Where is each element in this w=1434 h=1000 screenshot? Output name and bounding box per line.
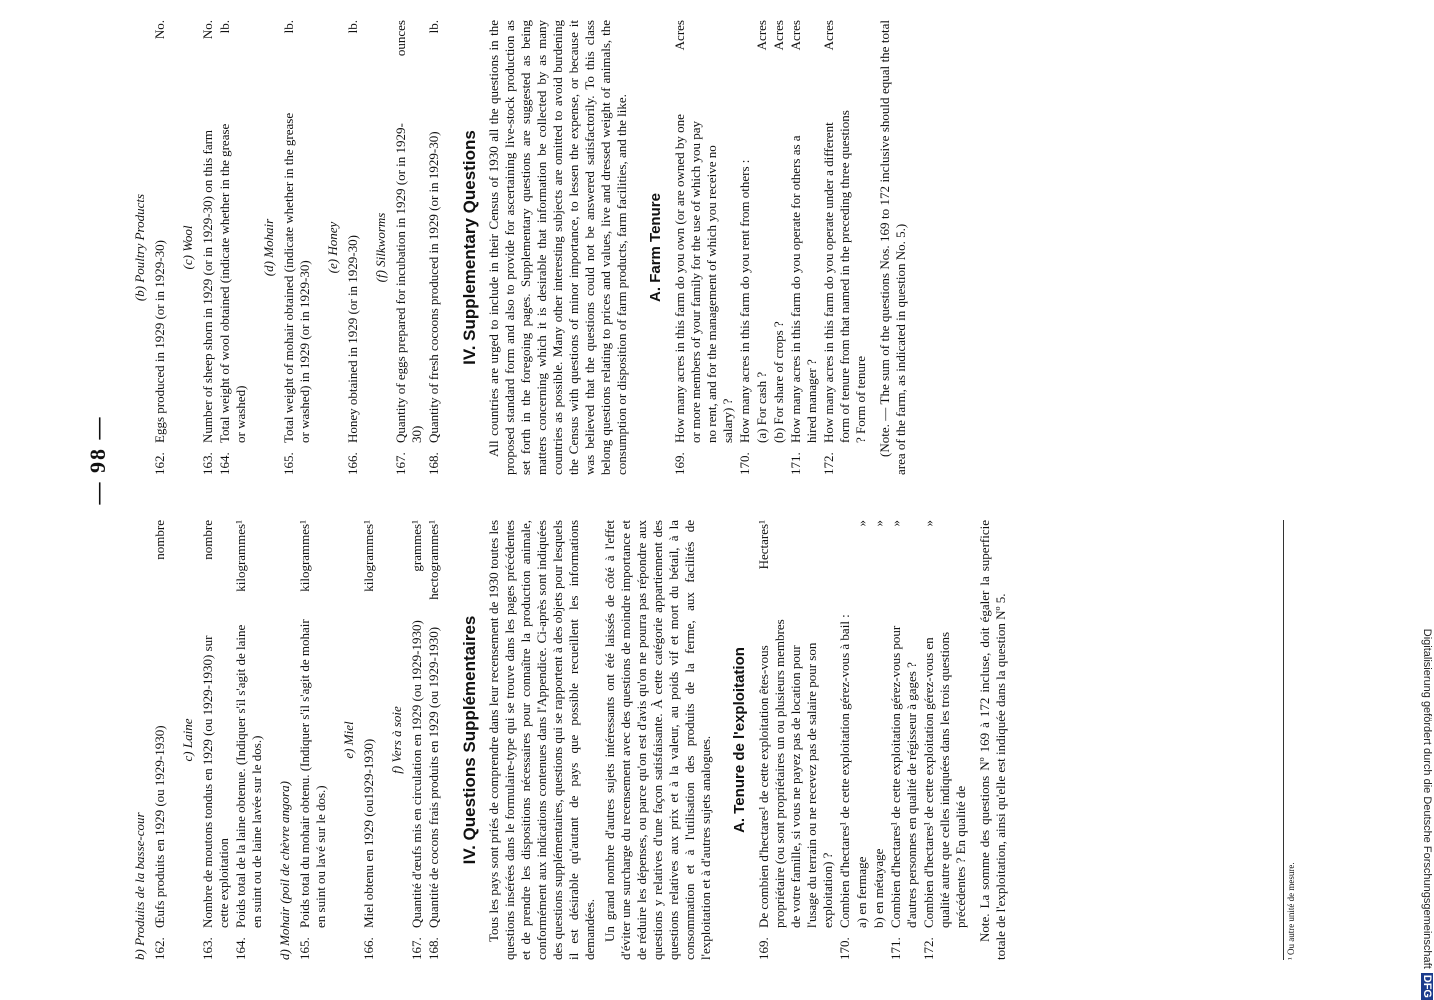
subsection-heading: A. Farm Tenure [647,193,664,302]
question-unit: nombre [152,520,167,560]
question-unit: Acres [821,20,836,51]
question-text: (a) For cash ? [754,371,769,443]
question-164-fr [233,520,265,960]
rotated-page [65,0,1305,1000]
question-165-en [281,20,313,475]
question-number: 165. [297,937,312,960]
question-text: Œufs produits en 1929 (ou 1929-1930) [152,725,167,928]
question-170a-en [754,20,770,475]
question-text: Quantity of fresh cocoons produced in 1929 (or in 1929-30) [426,131,441,443]
question-172-en [821,20,869,475]
subsection-title: (d) Mohair [261,218,276,277]
question-text: (b) For share of crops ? [771,321,786,443]
question-unit: » [854,520,869,527]
question-text: Nombre de moutons tondus en 1929 (ou 1929-1930) sur cette exploitation [200,635,231,928]
credit-text: Digitalisierung gefördert durch die Deutsche Forschungsgemeinschaft [1421,628,1433,969]
question-number: 168. [426,937,441,960]
question-unit: ounces [393,20,408,57]
question-number: 171. [888,937,903,960]
question-unit: lb. [281,20,296,34]
question-166-en [345,20,361,475]
question-text: De combien d'hectares¹ de cette exploitation êtes-vous propriétaire (ou sont propriétaires un ou plusieurs membres de votre famille, si vous ne payez pas de location pour l'usage du terrain ou ne recevez pas de salaire pour son exploitation) ? [756,619,835,928]
question-165-fr [297,520,329,960]
question-text: Quantité de cocons frais produits en 1929 (ou 1929-1930) [426,626,441,928]
paragraph: All countries are urged to include in their Census of 1930 all the questions in the proposed standard form and also to provide for ascertaining live-stock production as set forth in the foregoing pages. Supplementary questions are suggested as being matters concerning which it is desirable that information be collected by as many countries as possible. Many other interesting subjects are omitted to avoid burdening the Census with questions of minor importance, to lessen the expense, or because it was believed that the questions could not be answered satisfactorily. To this class belong questions relating to prices and values, live and dressed weight of animals, the consumption or disposition of farm products, farm facilities, and the like. [486,20,629,475]
question-172-fr [921,520,969,960]
question-text: How many acres in this farm do you own (or are owned by one or more members of your family for the use of which you pay no rent, and for the management of which you receive no salary) ? [672,114,735,443]
question-number: 167. [409,937,424,960]
question-text: How many acres in this farm do you operate under a different form of tenure from that named in the preceding three questions ? Form of tenure [821,110,868,443]
question-unit: » [888,520,903,527]
question-unit: kilogrammes¹ [361,520,376,592]
question-unit: lb. [217,20,232,34]
question-number [771,443,787,475]
sidebar-credit [1413,0,1433,1000]
question-text: Combien d'hectares¹ de cette exploitation gérez-vous pour d'autres personnes en qualité de régisseur à gages ? [888,625,919,928]
question-number: 170. [737,452,752,475]
question-167-fr [409,520,425,960]
question-unit: hectogrammes¹ [426,520,441,600]
question-unit: grammes¹ [409,520,424,572]
question-number: 162. [152,937,167,960]
question-text: Eggs produced in 1929 (or in 1929-30) [152,240,167,443]
question-text: How many acres in this farm do you rent from others : [737,159,752,443]
question-text: Total weight of mohair obtained (indicate whether in the grease or washed) in 1929 (or in 1929-30) [281,112,312,443]
question-text: Combien d'hectares¹ de cette exploitation gérez-vous à bail : [837,614,852,928]
question-number: 168. [426,452,441,475]
question-unit: Acres [788,20,803,51]
question-170-fr [837,520,853,960]
question-text: Quantité d'œufs mis en circulation en 1929 (ou 1929-1930) [409,620,424,928]
question-163-en [200,20,216,475]
question-text: Quantity of eggs prepared for incubation in 1929 (or in 1929-30) [393,123,424,443]
note: Note. La somme des questions Nº 169 à 172 incluse, doit égaler la superficie totale de l'exploitation, ainsi qu'elle est indiquée dans la question Nº 5. [977,520,1008,960]
question-unit: Acres [672,20,687,51]
question-unit: No. [200,20,215,40]
subsection-title: (b) Poultry Products [132,193,147,302]
question-text: Combien d'hectares¹ de cette exploitation gérez-vous en qualité autre que celles indiquées dans les trois questions précédentes ? En qualité de [921,631,968,928]
footnote: ¹ Ou autre unité de mesure. [1283,520,1296,960]
subsection-title: (e) Honey [325,221,340,274]
subsection-title: b) Produits de la basse-cour [132,812,147,960]
question-number [754,443,770,475]
question-number: 172. [821,452,836,475]
question-unit: No. [152,20,167,40]
question-unit: » [921,520,936,527]
question-number: 167. [393,452,408,475]
question-170b-fr [871,520,887,960]
dfg-logo: DFG [1421,974,1433,998]
question-unit: kilogrammes¹ [233,520,248,592]
question-number: 166. [361,937,376,960]
question-text: Total weight of wool obtained (indicate whether in the grease or washed) [217,123,248,443]
question-number: 163. [200,937,215,960]
question-unit: lb. [345,20,360,34]
question-number: 166. [345,452,360,475]
subsection-title: e) Miel [341,721,356,759]
question-number: 172. [921,937,936,960]
question-text: Miel obtenu en 1929 (ou1929-1930) [361,738,376,928]
subsection-heading: A. Tenure de l'exploitation [731,647,748,833]
question-167-en [393,20,425,475]
question-168-en [426,20,442,475]
question-169-fr [756,520,836,960]
paragraph: Un grand nombre d'autres sujets intéressants ont été laissés de côté à l'effet d'éviter une surcharge du recensement avec des questions de moindre importance et de réduire les dépenses, ou parce qu'on est d'avis qu'on ne pourra pas répondre aux questions y relatives d'une façon satisfaisante. À cette catégorie appartiennent des questions relatives aux prix et à la valeur, au poids vif et mort du bétail, à la consommation et à l'utilisation des produits de la ferme, aux facilités de l'exploitation et à d'autres sujets analogues. [602,520,713,960]
question-text: a) en fermage [854,856,869,928]
section-title: IV. Questions Supplémentaires [460,615,479,865]
question-unit: » [871,520,886,527]
subsection-title: (f) Silkworms [373,212,388,283]
question-number: 165. [281,452,296,475]
subsection-title: (c) Wool [180,225,195,270]
question-number: 164. [233,937,248,960]
question-unit [837,520,853,610]
question-170a-fr [854,520,870,960]
question-163-fr [200,520,232,960]
question-170-en [737,20,753,475]
question-171-fr [888,520,920,960]
paragraph: Tous les pays sont priés de comprendre dans leur recensement de 1930 toutes les questions insérées dans le formulaire-type qui se trouve dans les pages précédentes et de prendre les dispositions nécessaires pour connaître la production animale, conformément aux indications contenues dans l'Appendice. Ci-après sont indiquées des questions supplémentaires, questions qui se rapportent à des objets pour lesquels il est désirable qu'autant de pays que possible recueillent les informations demandées. [486,520,597,960]
question-unit [737,20,753,110]
question-162-fr [152,520,168,960]
question-170b-en [771,20,787,475]
question-text: Honey obtained in 1929 (or in 1929-30) [345,235,360,443]
question-unit: kilogrammes¹ [297,520,312,592]
question-text: How many acres in this farm do you operate for others as a hired manager ? [788,135,819,443]
question-number: 170. [837,937,852,960]
question-171-en [788,20,820,475]
subsection-title: d) Mohair (poil de chèvre angora) [277,781,292,960]
question-number: 163. [200,452,215,475]
subsection-title: c) Laine [180,718,195,762]
section-title: IV. Supplementary Questions [460,130,479,365]
question-number: 162. [152,452,167,475]
sidebar-credit-text [1413,0,1433,1000]
question-unit: lb. [426,20,441,34]
question-164-en [217,20,249,475]
question-number: 169. [672,452,687,475]
english-column [120,20,909,475]
question-number: 169. [756,937,771,960]
question-number: 171. [788,452,803,475]
question-unit: Acres [754,20,769,51]
question-number [871,928,887,960]
question-text: Poids total du mohair obtenu. (Indiquer s'il s'agit de mohair en suint ou lavé sur le dos.) [297,619,328,928]
question-unit: Hectares¹ [756,520,771,570]
question-number: 164. [217,452,232,475]
question-text: Poids total de la laine obtenue. (Indiquer s'il s'agit de laine en suint ou de laine lavée sur le dos.) [233,624,264,928]
question-166-fr [361,520,377,960]
question-168-fr [426,520,442,960]
question-unit: nombre [200,520,215,560]
question-number [854,928,870,960]
question-162-en [152,20,168,475]
subsection-title: f) Vers à soie [389,706,404,774]
question-text: Number of sheep shorn in 1929 (or in 1929-30) on this farm [200,129,215,443]
page-number: — 98 — [85,415,110,505]
french-column [120,520,1009,960]
question-169-en [672,20,736,475]
note: (Note. — The sum of the questions Nos. 169 to 172 inclusive should equal the total area of the farm, as indicated in question No. 5.) [877,20,908,475]
question-unit: Acres [771,20,786,51]
question-text: b) en métayage [871,848,886,928]
